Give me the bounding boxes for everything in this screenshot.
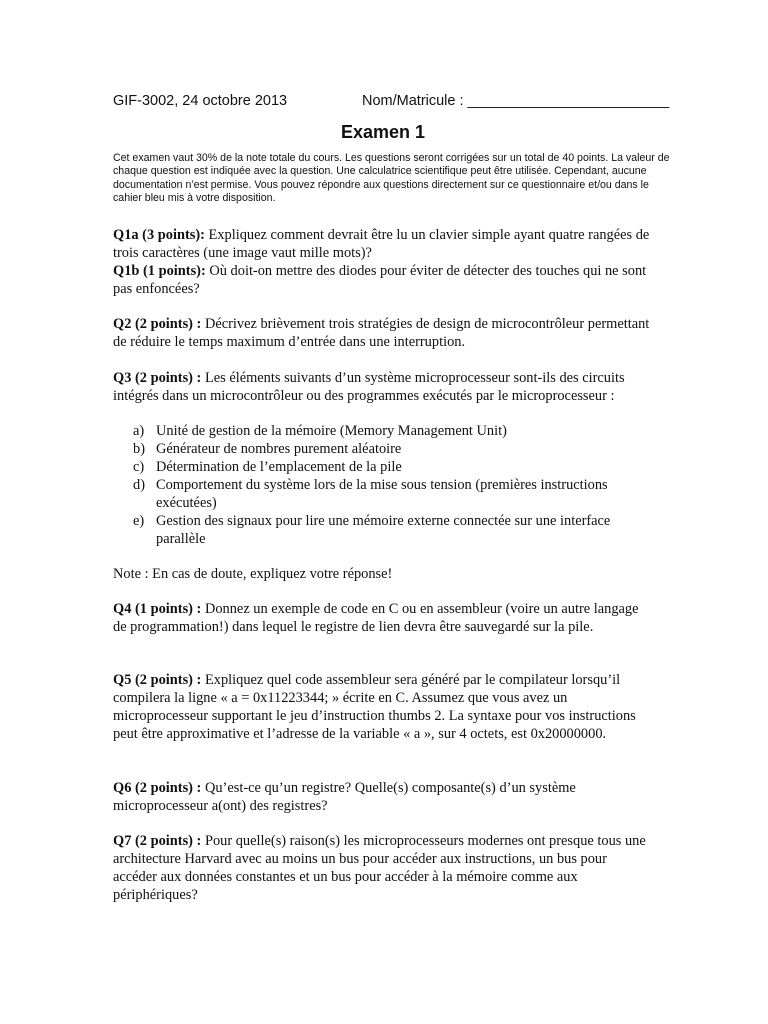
list-item-text: Comportement du système lors de la mise sous tension (premières instructions exécutées) <box>156 477 608 511</box>
list-item <box>113 422 653 440</box>
question-q4 <box>113 600 653 636</box>
question-label: Q4 (1 points) : <box>113 601 202 617</box>
question-label: Q5 (2 points) : <box>113 672 202 688</box>
question-label: Q7 (2 points) : <box>113 833 202 849</box>
question-text: Décrivez brièvement trois stratégies de design de microcontrôleur permettant de réduire le temps maximum d’entrée dans une interruption. <box>113 316 650 350</box>
q3-item-list <box>113 422 653 548</box>
question-label: Q2 (2 points) : <box>113 316 202 332</box>
name-field: Nom/Matricule : _________________________ <box>362 93 670 109</box>
list-item <box>113 458 653 476</box>
question-text: Les éléments suivants d’un système microprocesseur sont-ils des circuits intégrés dans un microcontrôleur ou des programmes exécutés par le microprocesseur : <box>113 370 625 404</box>
question-q1a <box>113 226 653 262</box>
list-item <box>113 476 653 512</box>
question-text: Donnez un exemple de code en C ou en assembleur (voire un autre langage de programmation!) dans lequel le registre de lien devra être sauvegardé sur la pile. <box>113 601 639 635</box>
intro-paragraph: Cet examen vaut 30% de la note totale du cours. Les questions seront corrigées sur un total de 40 points. La valeur de chaque question est indiquée avec la question. Une calculatrice scientifique peut être utilisée. Cependant, aucune documentation n’est permise. Vous pouvez répondre aux questions directement sur ce questionnaire et/ou dans le cahier bleu mis à votre disposition. <box>113 152 670 205</box>
list-item <box>113 512 653 548</box>
question-text: Où doit-on mettre des diodes pour éviter de détecter des touches qui ne sont pas enfoncées? <box>113 263 647 297</box>
list-item-marker: e) <box>133 513 145 529</box>
list-item-marker: d) <box>133 477 145 493</box>
question-q6 <box>113 779 653 815</box>
question-label: Q1b (1 points): <box>113 263 206 279</box>
question-label: Q1a (3 points): <box>113 227 205 243</box>
question-q5 <box>113 671 653 743</box>
list-item-text: Détermination de l’emplacement de la pile <box>156 459 402 475</box>
list-item-text: Gestion des signaux pour lire une mémoire externe connectée sur une interface parallèle <box>156 513 611 547</box>
note-text: Note : En cas de doute, expliquez votre réponse! <box>113 566 393 582</box>
list-item-text: Générateur de nombres purement aléatoire <box>156 441 402 457</box>
question-text: Qu’est-ce qu’un registre? Quelle(s) composante(s) d’un système microprocesseur a(ont) des registres? <box>113 780 576 814</box>
question-label: Q3 (2 points) : <box>113 370 202 386</box>
question-text: Expliquez comment devrait être lu un clavier simple ayant quatre rangées de trois caractères (une image vaut mille mots)? <box>113 227 650 261</box>
question-label: Q6 (2 points) : <box>113 780 202 796</box>
question-q1b <box>113 262 653 298</box>
question-text: Pour quelle(s) raison(s) les microprocesseurs modernes ont presque tous une architecture Harvard avec au moins un bus pour accéder aux instructions, un bus pour accéder aux données constantes et un bus pour accéder à la mémoire comme aux périphériques? <box>113 833 646 903</box>
list-item-marker: a) <box>133 423 145 439</box>
page-title <box>0 121 768 143</box>
list-item-marker: b) <box>133 441 145 457</box>
list-item <box>113 440 653 458</box>
list-item-text: Unité de gestion de la mémoire (Memory Management Unit) <box>156 423 507 439</box>
page-title-text: Examen 1 <box>340 122 426 142</box>
course-date: GIF-3002, 24 octobre 2013 <box>113 93 288 109</box>
list-item-marker: c) <box>133 459 145 475</box>
question-q7 <box>113 832 653 904</box>
question-text: Expliquez quel code assembleur sera généré par le compilateur lorsqu’il compilera la ligne « a = 0x11223344; » écrite en C. Assumez que vous avez un microprocesseur supportant le jeu d’instruction thumbs 2. La syntaxe pour vos instructions peut être approximative et l’adresse de la variable « a », sur 4 octets, est 0x20000000. <box>113 672 636 742</box>
question-q2 <box>113 315 653 351</box>
question-q3 <box>113 369 653 405</box>
